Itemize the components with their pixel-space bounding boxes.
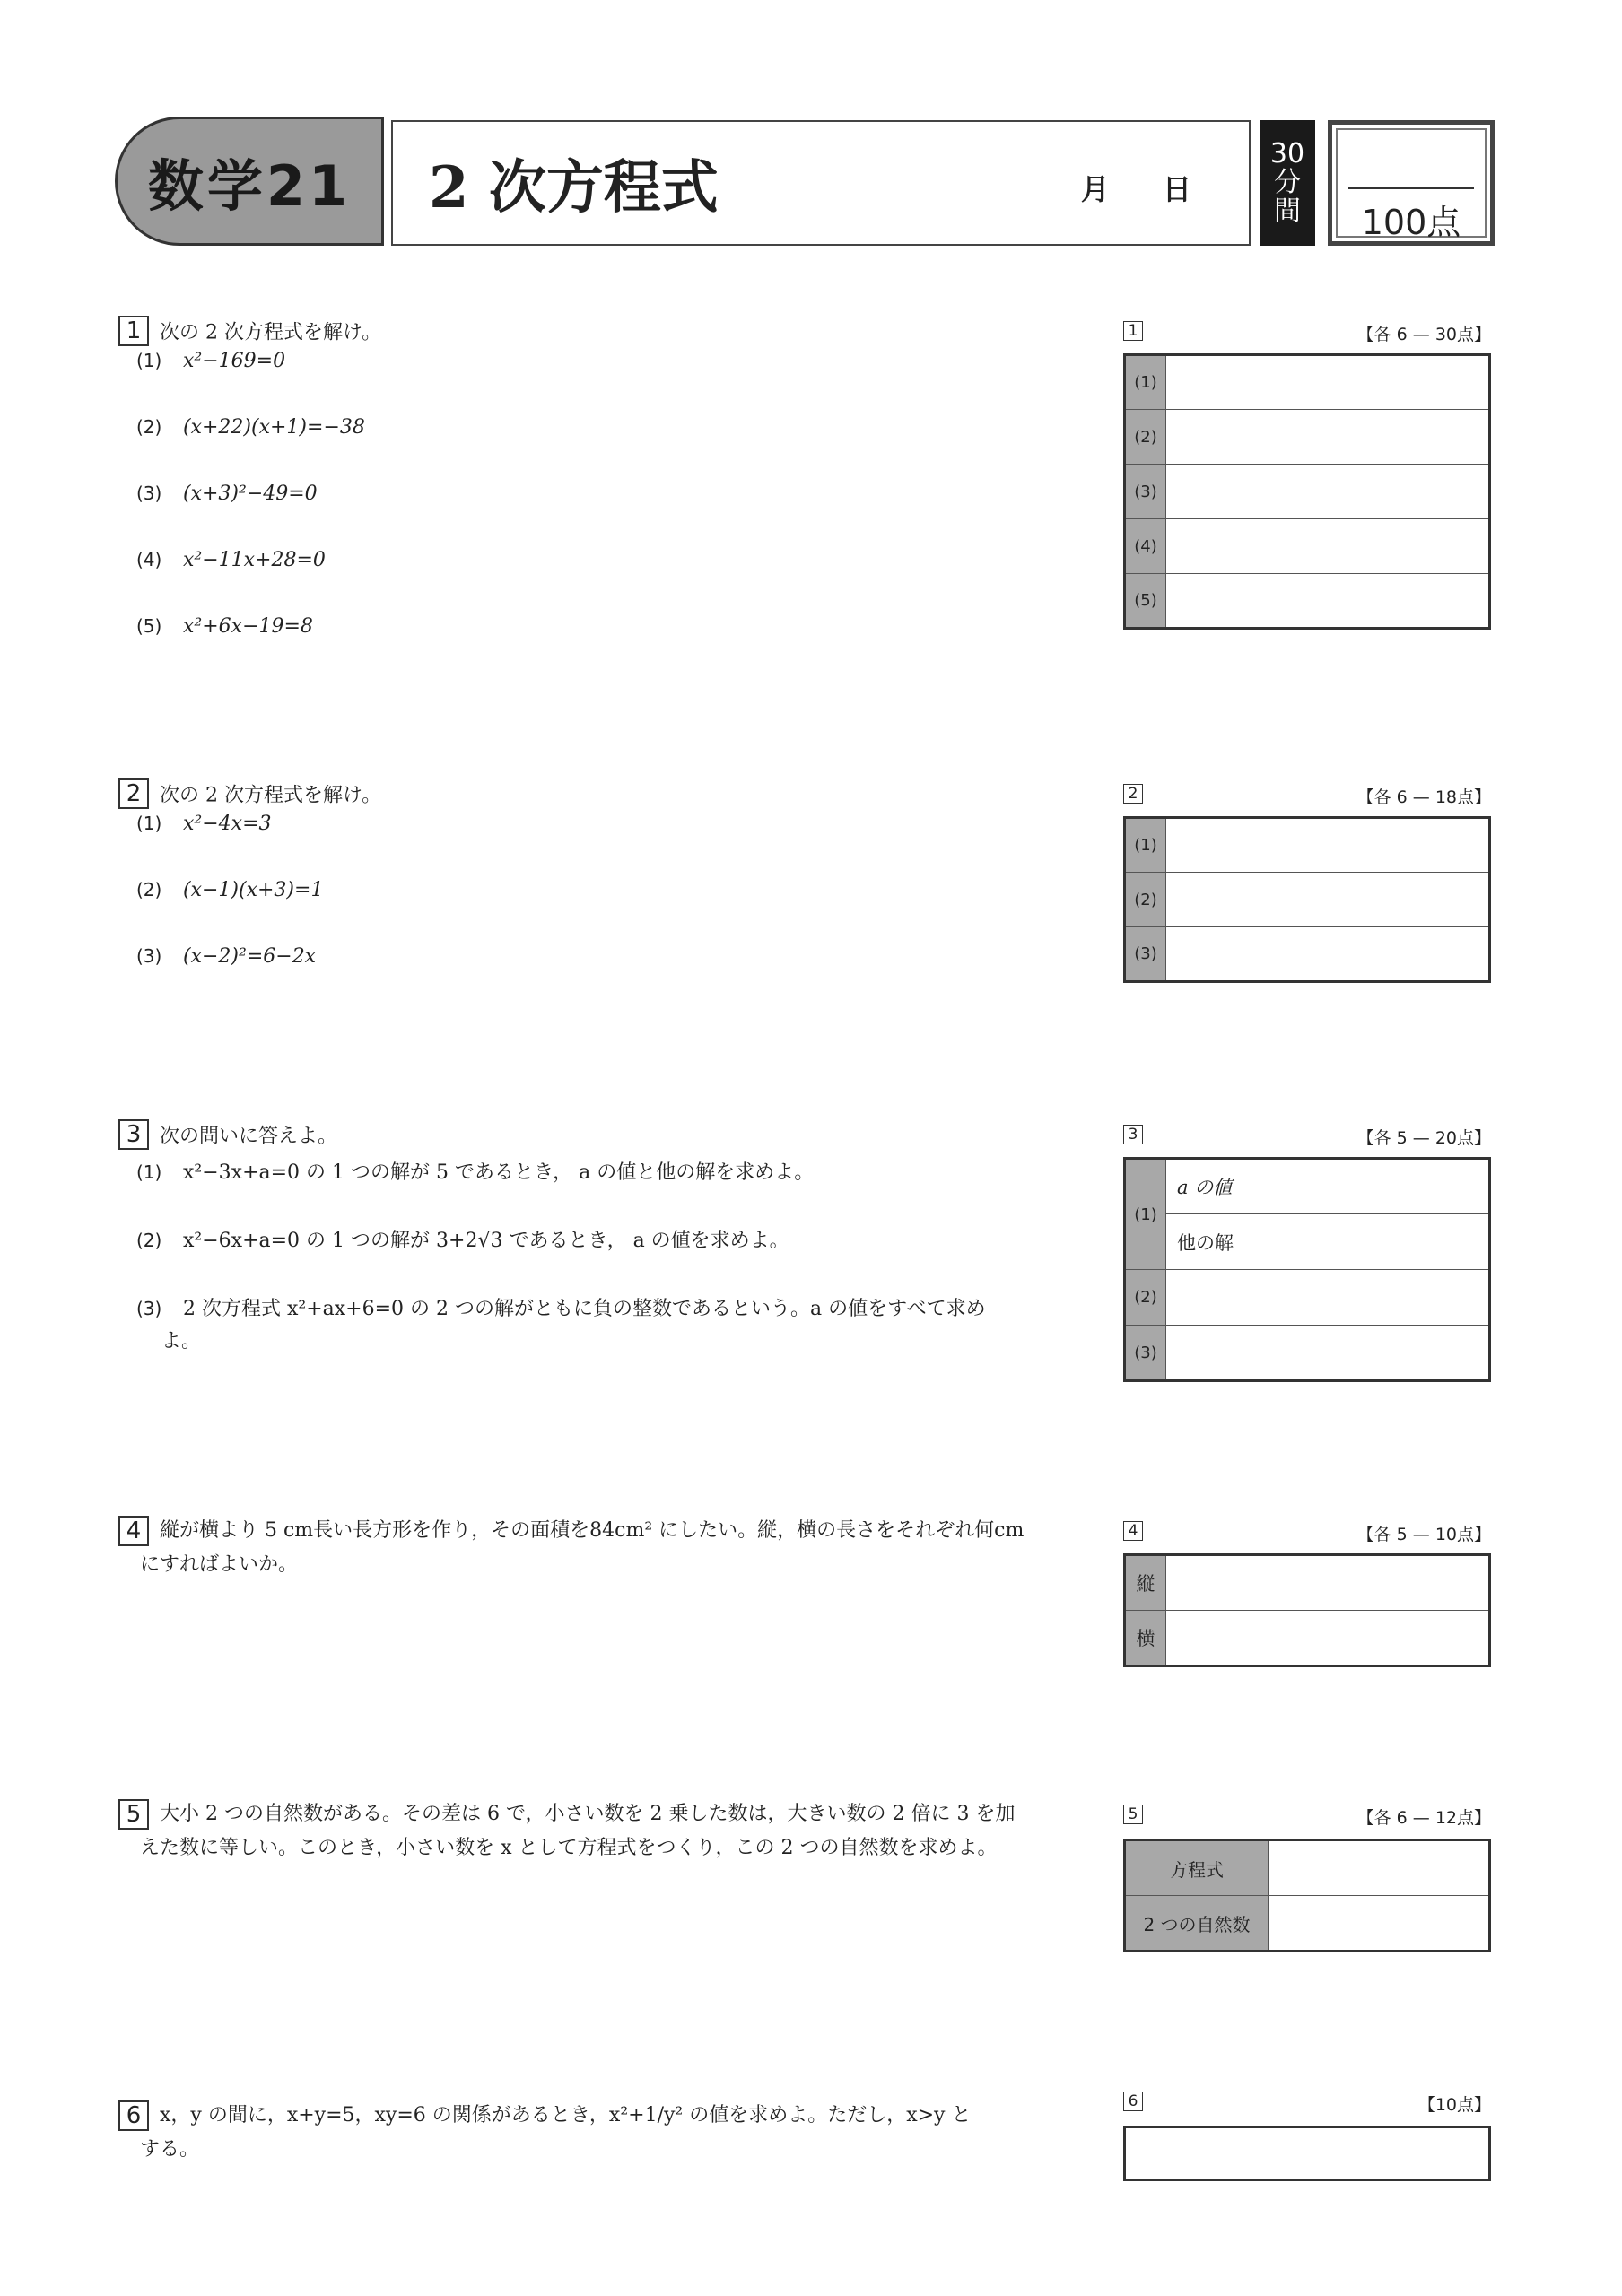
question-number: 6 [118,2100,149,2131]
answer-cell-other-solution[interactable]: 他の解 [1166,1214,1490,1270]
question-6: 6 x，y の間に，x+y=5，xy=6 の関係があるとき，x²+1/y² の値を求めよ。ただし，x>y と する。 [118,2099,1096,2167]
answer-6-label: 6 [1123,2092,1143,2111]
answer-cell-a-value[interactable]: a の値 [1166,1159,1490,1214]
question-1-item-1: (1) x²−169=0 [136,350,286,372]
question-number: 1 [118,316,149,346]
answer-cell[interactable] [1166,410,1490,465]
score-entry-line [1348,187,1474,189]
answer-2-table: (1) (2) (3) [1123,816,1491,983]
answer-3-table: (1) a の値 他の解 (2) (3) [1123,1157,1491,1382]
question-3-item-3: (3) 2 次方程式 x²+ax+6=0 の 2 つの解がともに負の整数であるという。a の値をすべて求め [136,1298,986,1320]
answer-4-points: 【各 5 — 10点】 [1356,1525,1491,1544]
question-2-item-3: (3) (x−2)²=6−2x [136,945,317,968]
answer-cell[interactable] [1166,818,1490,873]
question-number: 3 [118,1119,149,1150]
answer-cell[interactable] [1166,465,1490,519]
subject-badge [115,117,384,246]
question-number: 5 [118,1799,149,1830]
answer-cell[interactable] [1166,355,1490,410]
score-total: 100点 [1361,203,1461,242]
answer-cell[interactable] [1166,1326,1490,1381]
question-3-item-3-cont: よ。 [161,1330,202,1352]
answer-4-table: 縦 横 [1123,1553,1491,1667]
answer-3-label: 3 [1123,1125,1143,1144]
question-2-item-2: (2) (x−1)(x+3)=1 [136,879,324,901]
question-2-item-1: (1) x²−4x=3 [136,813,272,835]
answer-cell[interactable] [1166,927,1490,982]
answer-2-label: 2 [1123,784,1143,804]
answer-6-points: 【10点】 [1417,2095,1491,2115]
answer-1-points: 【各 6 — 30点】 [1356,325,1491,344]
answer-5-table: 方程式 2 つの自然数 [1123,1839,1491,1952]
question-number: 2 [118,778,149,809]
answer-2-points: 【各 6 — 18点】 [1356,787,1491,807]
question-1-item-4: (4) x²−11x+28=0 [136,549,326,571]
answer-3-points: 【各 5 — 20点】 [1356,1128,1491,1148]
answer-cell[interactable] [1166,1270,1490,1326]
answer-cell[interactable] [1166,873,1490,927]
subject-label: 数学21 [147,152,352,219]
question-5: 5 大小 2 つの自然数がある。その差は 6 で，小さい数を 2 乗した数は，大きい数の 2 倍に 3 を加 えた数に等しい。このとき，小さい数を x として方程式をつくり，この 2 つの自然数を求めよ。 [118,1797,1096,1866]
answer-cell[interactable] [1269,1840,1490,1896]
answer-cell[interactable] [1166,574,1490,629]
answer-cell[interactable] [1166,1611,1490,1666]
answer-cell[interactable] [1269,1896,1490,1952]
question-1-header: 1 次の 2 次方程式を解け。 [118,316,381,346]
question-3-header: 3 次の問いに答えよ。 [118,1119,337,1150]
question-3-item-1: (1) x²−3x+a=0 の 1 つの解が 5 であるとき， a の値と他の解を求めよ。 [136,1161,815,1184]
question-number: 4 [118,1516,149,1546]
answer-6-box[interactable] [1123,2126,1491,2181]
answer-1-table: (1) (2) (3) (4) (5) [1123,353,1491,630]
time-unit-2: 間 [1274,196,1301,227]
question-3-item-2: (2) x²−6x+a=0 の 1 つの解が 3+2√3 であるとき， a の値を求めよ。 [136,1230,789,1252]
question-1-item-2: (2) (x+22)(x+1)=−38 [136,416,365,439]
score-box [1328,120,1495,246]
question-1-item-5: (5) x²+6x−19=8 [136,615,313,638]
page-title: 2 次方程式 [429,154,719,222]
question-2-header: 2 次の 2 次方程式を解け。 [118,778,381,809]
answer-cell[interactable] [1166,519,1490,574]
time-unit-1: 分 [1274,167,1301,198]
answer-1-label: 1 [1123,321,1143,341]
answer-4-label: 4 [1123,1521,1143,1541]
time-minutes: 30 [1269,138,1305,170]
question-4: 4 縦が横より 5 cm長い長方形を作り，その面積を84cm² にしたい。縦，横の長さをそれぞれ何cm にすればよいか。 [118,1514,1096,1582]
answer-5-points: 【各 6 — 12点】 [1356,1808,1491,1828]
answer-cell[interactable] [1166,1555,1490,1611]
time-limit-badge [1260,120,1315,246]
date-label: 月 日 [1080,172,1213,206]
title-box [391,120,1251,246]
answer-5-label: 5 [1123,1805,1143,1824]
question-1-item-3: (3) (x+3)²−49=0 [136,483,318,505]
